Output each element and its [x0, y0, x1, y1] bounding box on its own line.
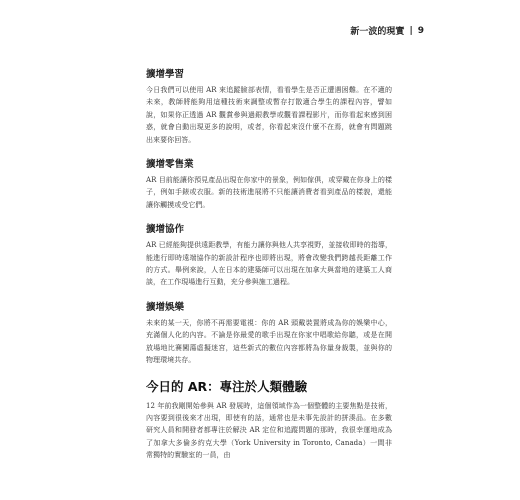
section-augmented-entertainment — [146, 299, 392, 367]
section-title: 擴增協作 — [146, 224, 185, 236]
section-title: 擴增學習 — [146, 69, 185, 80]
major-section-title: 今日的 AR：專注於人類體驗 — [146, 378, 308, 394]
header-separator: | — [409, 25, 413, 36]
section-augmented-learning — [146, 66, 392, 146]
page-content — [146, 66, 392, 472]
section-augmented-retail — [146, 156, 392, 211]
section-body: AR 已經能夠提供遠距教學，有能力讓你與他人共享視野，並接收即時的指導，能進行即時遠端協作的新設計程序也即將出現，將會改變我們跨越長距離工作的方式。舉例來說，人在日本的建築師可以出現在加拿大與當地的建築工人商談，在工作現場進行互動，充分參與施工過程。 — [146, 241, 392, 287]
section-title: 擴增娛樂 — [146, 301, 185, 313]
section-ar-today — [146, 377, 392, 462]
major-section-body: 12 年前我剛開始參與 AR 發展時，這個領域作為一個整體的主要焦點是技術，內容要到很後來才出現，即使有的話，通常也是未事先設計的拼湊品。在多數研究人員和開發者都專注於解決 AR 定位和追蹤問題的那時，我很幸運地成為了加拿大多倫多約克大學（York University in Toronto, Canada）一間非常獨特的實驗室的一員，由 — [146, 401, 392, 460]
section-body: 今日我們可以使用 AR 來追蹤臉部表情，看看學生是否正遭遇困難。在不適的未來，教師將能夠用這種技術來調整或暫存打散適合學生的課程內容，譬如說，如果你正透過 AR 觀賞參與過銀教學或觀看課程影片，而你看起來感到困惑，就會自動出現更多的說明，或者，你看起來沒什麼不在焉，就會有問題跳出來要你回答。 — [146, 86, 392, 144]
page-number: 9 — [417, 25, 424, 36]
running-header — [350, 24, 424, 37]
section-title: 擴增零售業 — [146, 159, 194, 171]
section-body: 未來的某一天，你將不再需要電視：你的 AR 頭戴裝置將成為你的娛樂中心，充滿個人化的內容。不論是你最愛的歌手出現在你家中唱歌給你聽，或是在開放場地比賽闖蕩虛擬迷宮，這些新式的數位內容都將為你量身裁製，並與你的物理環境共存。 — [146, 318, 392, 365]
chapter-title: 新一波的現實 — [350, 27, 405, 37]
section-augmented-collaboration — [146, 221, 392, 289]
section-body: AR 目前能讓你預見產品出現在你家中的景象，例如傢俱，或穿戴在你身上的樣子，例如手錶或衣服。新的技術進展將不只能讓消費者看到產品的樣貌，還能讓你觸摸或受它們。 — [146, 176, 392, 209]
